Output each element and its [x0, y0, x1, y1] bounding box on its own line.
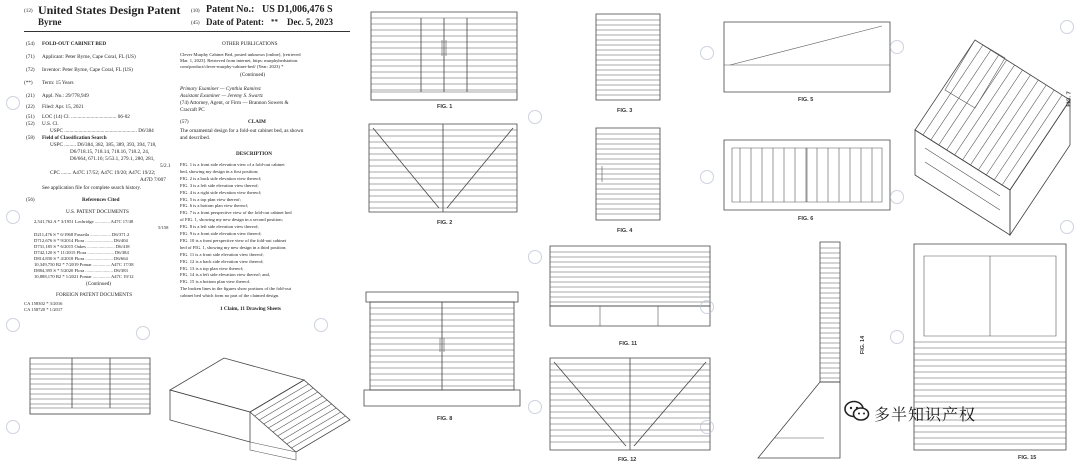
fig4-drawing	[594, 126, 662, 222]
publication-line: com/product/clever-murphy-cabinet-bed/ (Year: 2023) *	[180, 64, 284, 69]
watermark-badge-icon	[700, 420, 714, 434]
field-line: 5/2.1	[160, 163, 171, 169]
watermark-badge-icon	[6, 96, 20, 110]
reference-row: D211,476 S * 6/1968 Fasseila .................. D6/371.2	[34, 232, 130, 237]
patent-number: US D1,006,476 S	[262, 4, 333, 15]
field-line: D6/664, 671.16; 5/53.1, 279.1, 280, 281,	[70, 156, 155, 162]
inid-58: (58)	[26, 135, 35, 141]
front-cabinet-thumbnail	[28, 356, 152, 416]
watermark-badge-icon	[314, 318, 328, 332]
description-line: bed of FIG. 1, showing my new design in a third position;	[180, 244, 287, 250]
inventor-short: Byrne	[38, 17, 62, 27]
field-line: USPC ......... D6/384, 382, 385, 389, 393, 394, 718,	[50, 142, 157, 148]
watermark-badge-icon	[528, 250, 542, 264]
us-class: U.S. Cl.	[42, 121, 59, 127]
watermark-badge-icon	[700, 170, 714, 184]
description-line: The broken lines in the figures show portions of the fold-out	[180, 286, 291, 292]
fig5-label: FIG. 5	[798, 97, 814, 103]
fig3-label: FIG. 3	[617, 108, 633, 114]
field-line: D6/718.15, 718.14, 718.16, 718.2, 24,	[70, 149, 150, 155]
description-line: FIG. 6 is a bottom plan view thereof;	[180, 203, 249, 209]
attorney: (74) Attorney, Agent, or Firm — Brannon Sowers &	[180, 100, 289, 106]
inid-term: (**)	[24, 80, 33, 86]
description-line: of FIG. 1, showing my new design in a second position;	[180, 217, 283, 223]
fig3-drawing	[594, 12, 662, 102]
plank-line	[986, 85, 1046, 175]
fig14-label: FIG. 14	[860, 335, 867, 355]
fig4-label: FIG. 4	[617, 228, 633, 234]
patent-type-title: United States Design Patent	[38, 3, 181, 17]
plank-line	[978, 80, 1038, 170]
applicant: Applicant: Peter Byrne, Cape Coral, FL (US)	[42, 54, 136, 60]
watermark-badge-icon	[6, 318, 20, 332]
uspc: USPC ........................................................ D6/384	[50, 128, 154, 134]
fig5-drawing	[722, 20, 892, 94]
fig1-label: FIG. 1	[437, 104, 453, 110]
term: Term: 15 Years	[42, 80, 74, 86]
watermark-badge-icon	[6, 210, 20, 224]
inid-51: (51)	[26, 114, 35, 120]
description-line: cabinet bed which form no part of the claimed design.	[180, 293, 280, 299]
fig12-drawing	[548, 356, 712, 452]
plank-line	[291, 416, 345, 448]
reference-row: D731,185 S * 6/2015 Oakes ........................ D6/418	[34, 244, 130, 249]
description-line: FIG. 2 is a back side elevation view thereof;	[180, 175, 262, 181]
us-docs-heading: U.S. PATENT DOCUMENTS	[66, 209, 129, 215]
description-line: FIG. 9 is a front side elevation view thereof;	[180, 231, 262, 236]
see-application: See application file for complete search history.	[42, 185, 141, 191]
plank-line	[970, 75, 1030, 165]
inid-code-12: (12)	[24, 8, 33, 14]
publication-line: Mar. 1, 2023]. Retrieved from internet, https: murphybedstation.	[180, 58, 299, 63]
plank-line	[278, 404, 332, 436]
watermark-badge-icon	[700, 300, 714, 314]
attorney-firm: Cracraft PC	[180, 107, 205, 113]
fig14-drawing	[754, 238, 904, 460]
fig2-label: FIG. 2	[437, 220, 453, 226]
claim-heading: CLAIM	[248, 119, 266, 125]
inid-52: (52)	[26, 121, 35, 127]
plank-line	[994, 90, 1054, 180]
filed-date: Filed: Apr. 15, 2021	[42, 104, 84, 110]
watermark-badge-icon	[1060, 220, 1074, 234]
plank-line	[939, 55, 999, 145]
reference-row: D712,676 S * 9/2014 Flora ........................ D6/404	[34, 238, 128, 243]
fig7-drawing	[905, 20, 1075, 242]
inid-22: (22)	[26, 104, 35, 110]
foreign-row: CA 158302 * 3/2016	[24, 301, 63, 306]
header-rule	[24, 31, 350, 32]
assistant-examiner: Assistant Examiner — Jeremy S. Swartz	[180, 93, 263, 99]
continued-note: (Continued)	[240, 72, 266, 78]
plank-line	[255, 384, 309, 416]
description-line: FIG. 4 is a right side elevation view thereof;	[180, 189, 262, 195]
fig8-label: FIG. 8	[437, 416, 453, 422]
field-line: A47D 7/007	[140, 177, 166, 183]
reference-row: D742,120 S * 11/2015 Flora ....................... D6/384	[34, 250, 129, 255]
patent-no-label: Patent No.:	[206, 4, 255, 15]
fig11-drawing	[548, 244, 712, 334]
description-line: FIG. 3 is a left side elevation view thereof;	[180, 182, 259, 188]
fig8-drawing	[362, 290, 522, 408]
description-line: FIG. 10 is a front perspective view of the fold-out cabinet	[180, 237, 287, 243]
loc-class: LOC (14) Cl. ................................... 06-02	[42, 114, 130, 120]
description-line: FIG. 13 is a top plan view thereof;	[180, 265, 244, 271]
description-line: FIG. 11 is a front side elevation view thereof;	[180, 251, 264, 257]
inid-21: (21)	[26, 93, 35, 99]
plank-line	[282, 408, 336, 440]
plank-line	[955, 65, 1015, 155]
description-line: FIG. 12 is a back side elevation view thereof;	[180, 258, 264, 264]
date-marker: **	[271, 18, 278, 26]
watermark-badge-icon	[528, 110, 542, 124]
reference-row: D814,830 S * 4/2018 Flora ........................ D6/664	[34, 256, 128, 261]
perspective-bed-thumbnail	[164, 350, 354, 460]
fig15-label: FIG. 15	[1018, 455, 1037, 461]
reference-row: 5/158	[158, 225, 169, 230]
description-heading: DESCRIPTION	[236, 151, 273, 157]
inid-71: (71)	[26, 54, 35, 60]
reference-row: 10,349,750 B2 * 7/2019 Pomar ............... A47C 17/38	[34, 262, 134, 267]
reference-row: D884,395 S * 5/2020 Flora ........................ D6/383	[34, 268, 128, 273]
patent-date: Dec. 5, 2023	[287, 17, 333, 27]
watermark-badge-icon	[890, 190, 904, 204]
inid-code-10: (10)	[191, 8, 200, 14]
inventor: Inventor: Peter Byrne, Cape Coral, FL (US)	[42, 67, 133, 73]
description-line: FIG. 15 is a bottom plan view thereof.	[180, 279, 251, 285]
plank-line	[268, 396, 322, 428]
primary-examiner: Primary Examiner — Cynthia Ramirez	[180, 86, 261, 92]
description-line: FIG. 8 is a left side elevation view thereof;	[180, 224, 259, 230]
watermark-badge-icon	[136, 326, 150, 340]
plank-line	[287, 412, 341, 444]
watermark-badge-icon	[6, 420, 20, 434]
fig12-label: FIG. 12	[618, 457, 637, 463]
inid-code-45: (45)	[191, 20, 200, 26]
other-publications-heading: OTHER PUBLICATIONS	[222, 41, 278, 47]
watermark-badge-icon	[700, 46, 714, 60]
foreign-docs-heading: FOREIGN PATENT DOCUMENTS	[56, 292, 133, 298]
claim-text: and described.	[180, 135, 210, 141]
plank-line	[259, 388, 313, 420]
inid-56: (56)	[26, 197, 35, 203]
description-line: FIG. 14 is a left side elevation view thereof; and,	[180, 272, 270, 278]
claim-text: The ornamental design for a fold-out cabinet bed, as shown	[180, 128, 304, 134]
fig1-drawing	[369, 10, 519, 102]
watermark-badge-icon	[890, 330, 904, 344]
application-number: Appl. No.: 29/778,949	[42, 93, 89, 99]
field-of-search: Field of Classification Search	[42, 135, 107, 141]
reference-row: 10,888,170 B2 * 1/2021 Pomar ............... A47C 19/12	[34, 274, 134, 279]
plank-line	[963, 70, 1023, 160]
field-line: CPC ........ A47C 17/52; A47C 19/20; A47C 19/22;	[50, 170, 156, 176]
brand-watermark-text: 多半知识产权	[874, 405, 977, 424]
fig7-label: FIG. 7	[1066, 91, 1073, 107]
inid-57: (57)	[180, 119, 189, 125]
reference-row: 2,541,762 A * 3/1951 Lochridge ............. A47C 17/48	[34, 219, 134, 224]
foreign-row: CA 158720 * 1/2017	[24, 307, 63, 312]
watermark-badge-icon	[890, 40, 904, 54]
publication-line: Clever Murphy Cabinet Bed, posted unknown [online], [retrieved	[180, 52, 301, 57]
watermark-badge-icon	[528, 400, 542, 414]
plank-line	[273, 400, 327, 432]
watermark-badge-icon	[1060, 20, 1074, 34]
references-heading: References Cited	[82, 197, 120, 203]
inid-72: (72)	[26, 67, 35, 73]
fig2-drawing	[367, 122, 519, 214]
plank-line	[264, 392, 318, 424]
date-label: Date of Patent:	[206, 17, 264, 27]
wechat-logo	[844, 400, 870, 422]
claims-sheets: 1 Claim, 11 Drawing Sheets	[220, 306, 281, 312]
fig6-label: FIG. 6	[798, 216, 814, 222]
plank-line	[1002, 95, 1062, 185]
fig6-drawing	[722, 138, 892, 212]
description-line: FIG. 1 is a front side elevation view of a fold-out cabinet	[180, 162, 285, 167]
plank-line	[923, 45, 983, 135]
invention-title: FOLD-OUT CABINET BED	[42, 41, 107, 47]
description-line: FIG. 5 is a top plan view thereof;	[180, 196, 241, 202]
fig11-label: FIG. 11	[619, 341, 638, 347]
description-line: bed, showing my design in a first position;	[180, 168, 259, 174]
description-line: FIG. 7 is a front perspective view of the fold-out cabinet bed	[180, 210, 292, 216]
continued-note: (Continued)	[86, 281, 112, 287]
inid-54: (54)	[26, 41, 35, 47]
